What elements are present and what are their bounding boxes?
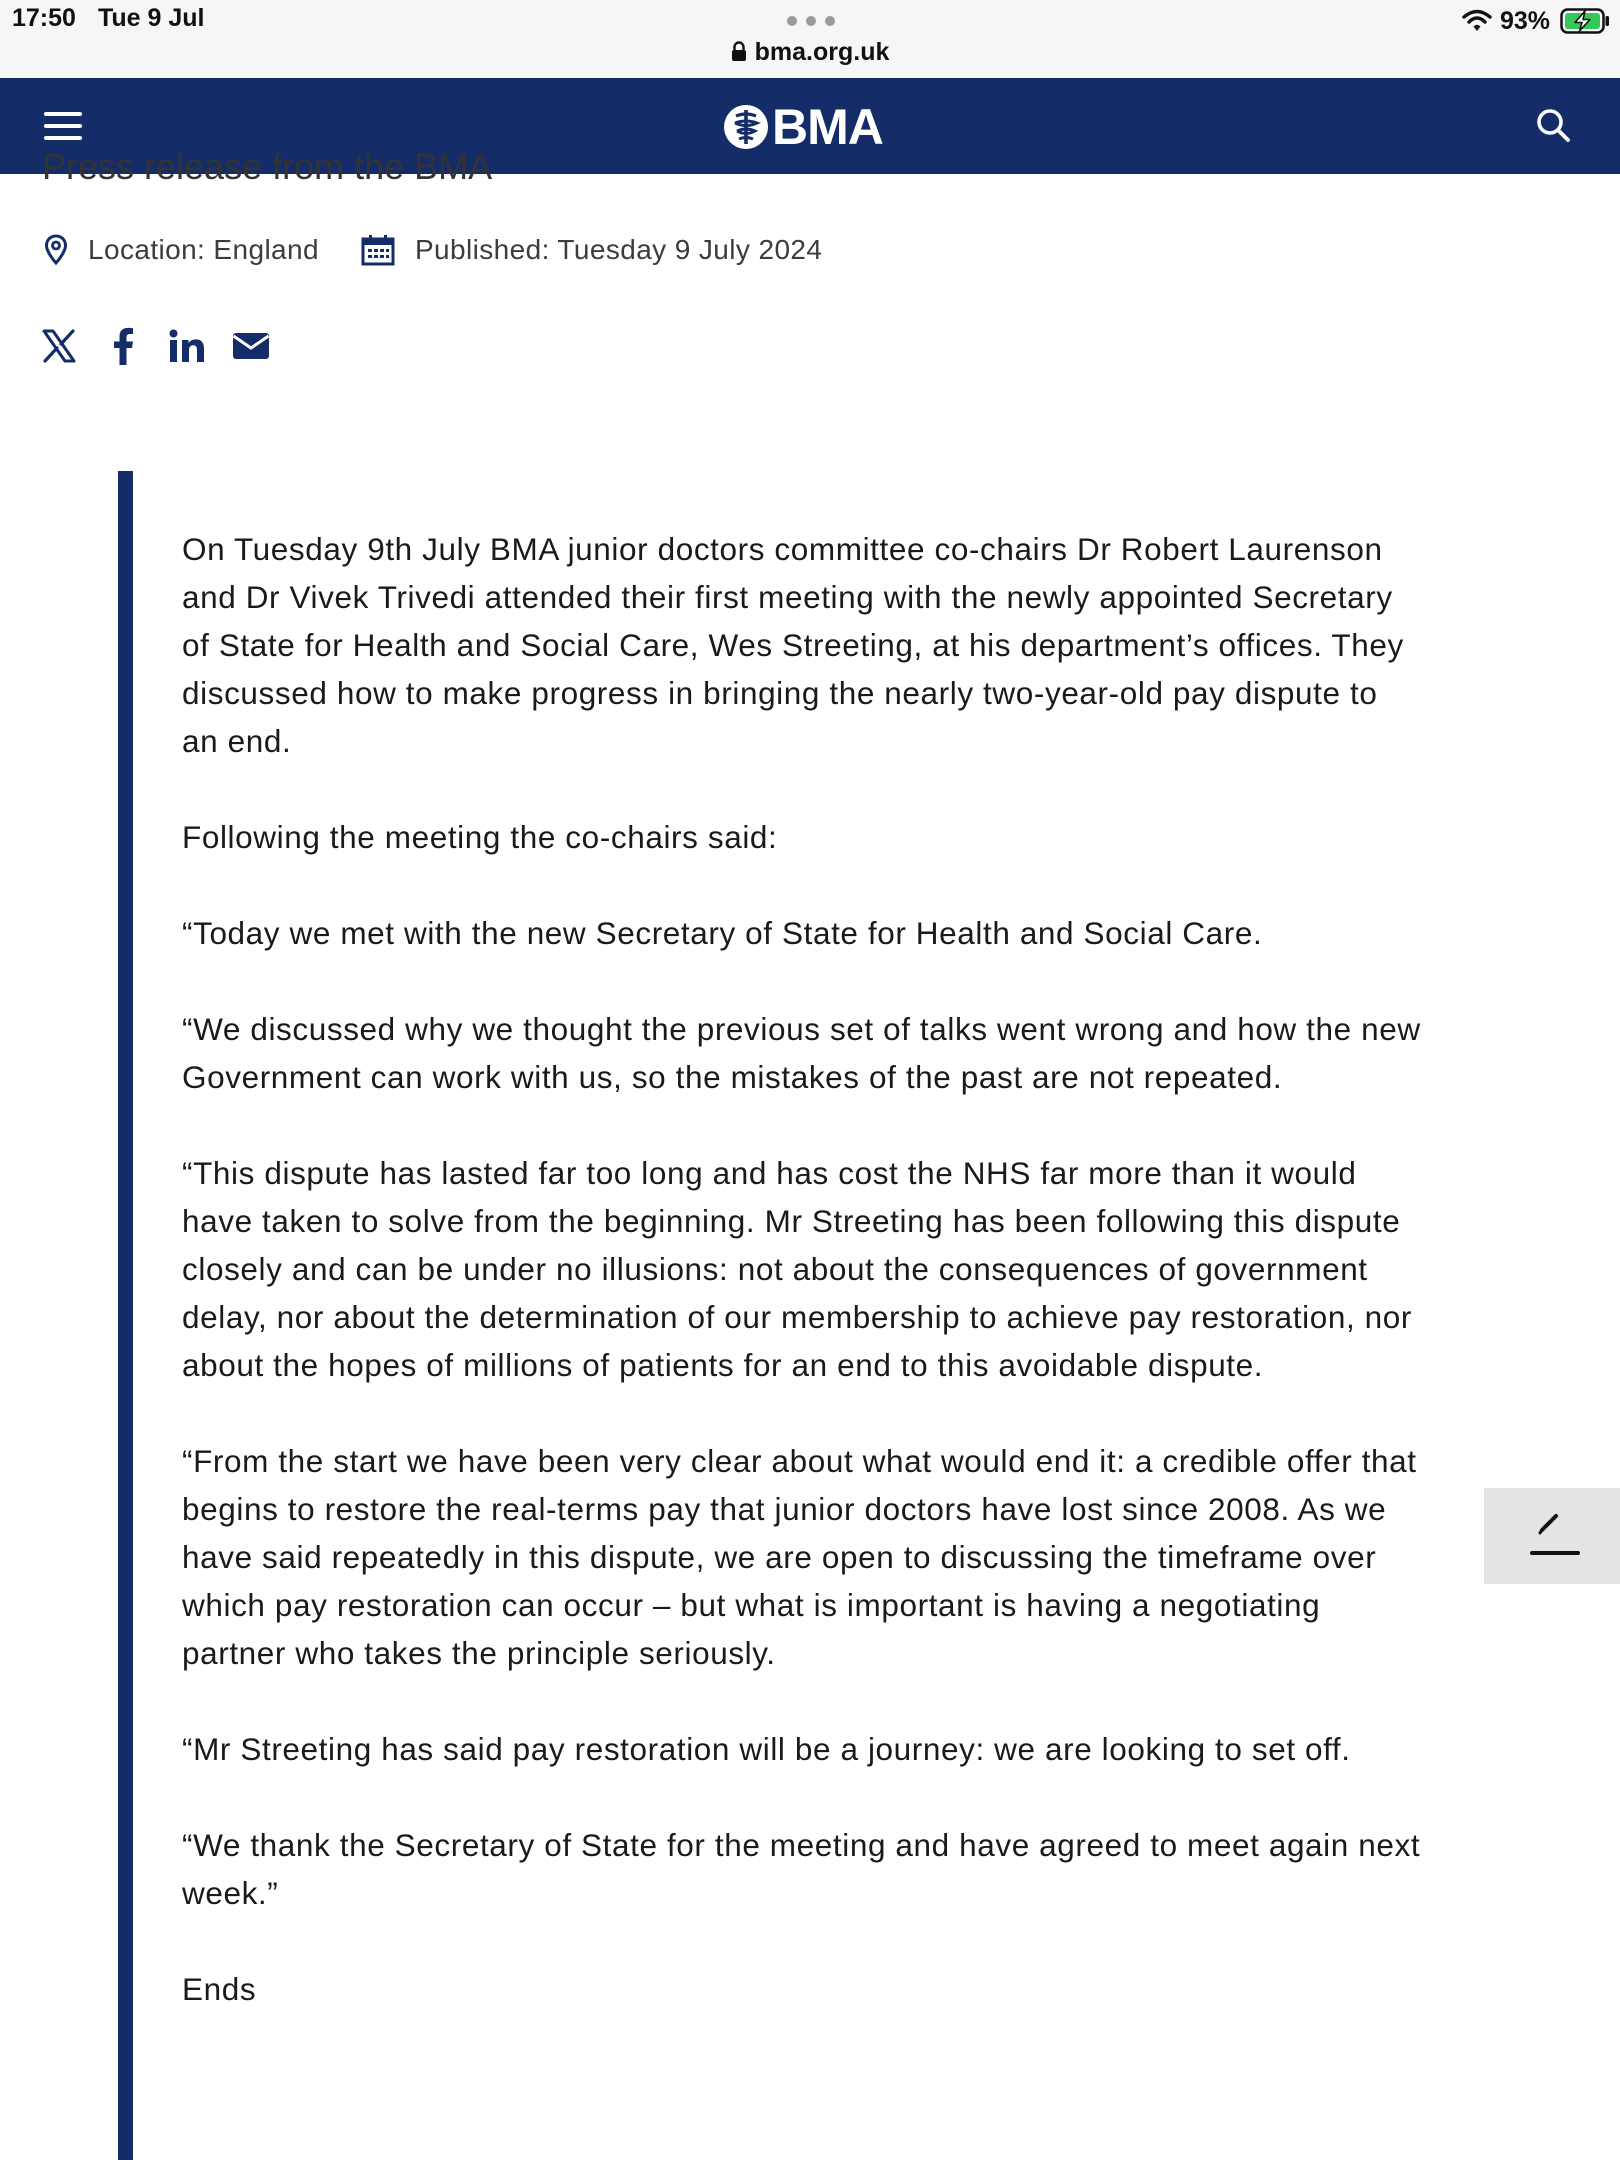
- search-button[interactable]: [1534, 106, 1574, 146]
- battery-charging-icon: [1560, 8, 1610, 34]
- wifi-icon: [1462, 9, 1492, 33]
- calendar-icon: [361, 234, 395, 266]
- published-date-text: Published: Tuesday 9 July 2024: [414, 234, 823, 265]
- article-paragraph: “Today we met with the new Secretary of State for Health and Social Care.: [182, 915, 1263, 951]
- status-time: 17:50: [12, 4, 76, 32]
- share-links: [40, 322, 296, 370]
- x-icon: [42, 330, 76, 362]
- article-paragraph: “We discussed why we thought the previous set of talks went wrong and how the new Government can work with us, so the mistakes of the past are not repeated.: [182, 1011, 1421, 1095]
- email-icon: [232, 331, 270, 361]
- article-type-text: Press release from the BMA: [42, 146, 493, 187]
- location-pin-icon: [44, 234, 68, 266]
- status-date: Tue 9 Jul: [98, 4, 205, 32]
- feedback-edit-button[interactable]: [1484, 1488, 1620, 1584]
- status-indicators: [1462, 6, 1610, 36]
- quote-accent-bar: [118, 471, 133, 2160]
- battery-percentage: 93%: [1499, 6, 1550, 35]
- article-meta: [44, 230, 822, 270]
- logo-text: BMA: [772, 99, 883, 155]
- article-paragraph: “From the start we have been very clear about what would end it: a credible offer that begins to restore the real-terms pay that junior doctors have lost since 2008. As we have said repeatedly in this dispute, we are open to discussing the timeframe over which pay restoration can occur – but what is important is having a negotiating partner who takes the principle seriously.: [182, 1443, 1417, 1671]
- url-text: bma.org.uk: [754, 38, 890, 66]
- article-type-heading: [42, 146, 1042, 187]
- share-x-button[interactable]: [40, 324, 78, 368]
- article-paragraph: “This dispute has lasted far too long and has cost the NHS far more than it would have taken to solve from the beginning. Mr Streeting has been following this dispute closely and can be under no illusions: not about the consequences of government delay, nor about the determination of our membership to achieve pay restoration, nor about the hopes of millions of patients for an end to this avoidable dispute.: [182, 1155, 1412, 1383]
- address-bar[interactable]: [0, 38, 1620, 67]
- share-email-button[interactable]: [232, 324, 270, 368]
- article-paragraph: On Tuesday 9th July BMA junior doctors committee co-chairs Dr Robert Laurenson and Dr Vivek Trivedi attended their first meeting with the newly appointed Secretary of State for Health and Social Care, Wes Streeting, at his department’s offices. They discussed how to make progress in bringing the nearly two-year-old pay dispute to an end.: [182, 531, 1404, 759]
- lock-icon: [731, 41, 747, 62]
- share-facebook-button[interactable]: [104, 324, 142, 368]
- bma-logo[interactable]: [722, 99, 883, 155]
- menu-button[interactable]: [44, 112, 84, 142]
- article-paragraph: “We thank the Secretary of State for the meeting and have agreed to meet again next week.”: [182, 1827, 1421, 1911]
- facebook-icon: [113, 327, 133, 365]
- linkedin-icon: [169, 329, 205, 363]
- published-meta: [361, 234, 822, 266]
- bma-emblem-icon: [722, 103, 770, 151]
- search-icon: [1534, 106, 1574, 146]
- article-paragraph: Following the meeting the co-chairs said:: [182, 819, 778, 855]
- location-text: Location: England: [88, 234, 319, 265]
- article-body: [182, 525, 1422, 2061]
- share-linkedin-button[interactable]: [168, 324, 206, 368]
- status-bar: [0, 0, 1620, 78]
- multitasking-dots-icon[interactable]: [787, 16, 835, 26]
- article-ends: Ends: [182, 1971, 257, 2007]
- article-paragraph: “Mr Streeting has said pay restoration will be a journey: we are looking to set off.: [182, 1731, 1351, 1767]
- pencil-icon: [1484, 1488, 1620, 1584]
- location-meta: [44, 234, 319, 266]
